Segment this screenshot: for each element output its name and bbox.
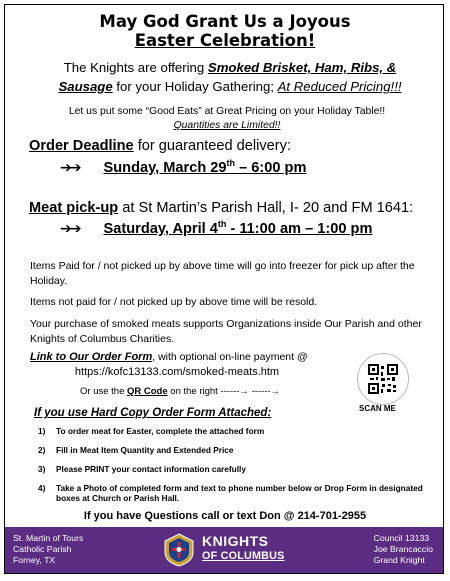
flyer-title — [0, 12, 450, 50]
step-text: Fill in Meat Item Quantity and Extended Price — [56, 445, 234, 455]
parish-line: Catholic Parish — [13, 544, 72, 554]
hard-copy-heading: If you use Hard Copy Order Form Attached: — [34, 407, 272, 419]
pickup-sup: th — [217, 219, 227, 229]
hard-copy-steps — [38, 426, 428, 512]
parish-line: Forney, TX — [13, 555, 56, 565]
list-item — [38, 426, 428, 436]
scan-me-label: SCAN ME — [359, 404, 396, 413]
council-info — [374, 533, 433, 566]
knights-line-1: KNIGHTS — [202, 533, 269, 549]
pickup-date — [104, 221, 373, 237]
intro-pricing: At Reduced Pricing!!! — [277, 79, 402, 94]
qr-code-icon — [358, 354, 408, 404]
parish-line: St. Martin of Tours — [13, 533, 84, 543]
intro-offer: Smoked Brisket, Ham, Ribs, & Sausage — [58, 60, 397, 94]
knights-of-columbus-logo — [162, 532, 297, 568]
freezer-note: Items Paid for / not picked up by above time will go into freezer for pick up after the Holiday. — [30, 260, 415, 287]
deadline-sup: th — [226, 158, 236, 168]
parish-info — [13, 533, 83, 566]
pickup-rest: at St Martin’s Parish Hall, I- 20 and FM 1641: — [122, 200, 414, 216]
pickup-time: - 11:00 am – 1:00 pm — [230, 220, 373, 237]
order-link-rest: , with optional on-line payment @ — [152, 351, 308, 363]
step-number: 1) — [38, 426, 46, 436]
council-line: Council 13133 — [373, 533, 430, 543]
step-number: 3) — [38, 464, 46, 474]
title-line-1: May God Grant Us a Joyous — [99, 12, 351, 31]
pickup-date-text: Saturday, April 4 — [103, 220, 218, 237]
order-deadline — [29, 138, 439, 154]
contact-line: If you have Questions call or text Don @ 214-701-2955 — [83, 510, 367, 522]
qr-line — [80, 386, 280, 397]
pickup-date-line — [60, 219, 372, 237]
qr-code-label: QR Code — [127, 386, 168, 397]
supports-note: Your purchase of smoked meats supports Organizations inside Our Parish and other Knights of Columbus Charities. — [30, 318, 422, 345]
deadline-label: Order Deadline — [29, 138, 134, 154]
title-line-2: Easter Celebration! — [134, 31, 316, 50]
deadline-date-line — [60, 158, 306, 176]
council-line: Joe Brancaccio — [373, 544, 433, 554]
qr-code-image[interactable] — [357, 353, 409, 405]
sub-paragraph — [22, 105, 432, 133]
knights-name — [202, 534, 285, 564]
pickup-label: Meat pick-up — [29, 200, 119, 216]
emblem-icon — [162, 532, 196, 568]
council-line: Grand Knight — [373, 555, 425, 565]
sub-text: Let us put some “Good Eats” at Great Pricing on your Holiday Table!! — [68, 106, 386, 117]
resold-note: Items not paid for / not picked up by above time will be resold. — [30, 296, 318, 308]
step-text: Take a Photo of completed form and text to phone number below or Drop Form in designated boxes at Church or Parish Hall. — [56, 483, 423, 503]
step-number: 2) — [38, 445, 46, 455]
step-text: To order meat for Easter, complete the attached form — [56, 426, 265, 436]
list-item — [38, 445, 428, 455]
qr-post: on the right ------→ ------→ — [170, 386, 281, 397]
list-item — [38, 483, 428, 503]
double-arrow-icon: ➔➔ — [60, 159, 80, 176]
deadline-date — [104, 160, 307, 176]
double-arrow-icon: ➔➔ — [60, 220, 80, 237]
order-form-link[interactable]: Link to Our Order Form — [30, 351, 153, 363]
intro-part-2: for your Holiday Gathering; — [116, 79, 274, 94]
qr-pre: Or use the — [80, 386, 125, 397]
knights-line-2: OF COLUMBUS — [202, 550, 285, 562]
step-number: 4) — [38, 483, 46, 493]
limited-note: Quantities are Limited!! — [173, 120, 281, 131]
list-item — [38, 464, 428, 474]
intro-paragraph — [40, 58, 420, 96]
deadline-time: – 6:00 pm — [239, 159, 307, 176]
meat-pickup — [29, 200, 439, 216]
footer-banner — [5, 527, 443, 573]
deadline-rest: for guaranteed delivery: — [137, 138, 292, 154]
intro-part-1: The Knights are offering — [63, 60, 205, 75]
step-text: Please PRINT your contact information carefully — [56, 464, 246, 474]
order-url[interactable]: https://kofc13133.com/smoked-meats.htm — [74, 366, 280, 378]
deadline-date-text: Sunday, March 29 — [103, 159, 227, 176]
